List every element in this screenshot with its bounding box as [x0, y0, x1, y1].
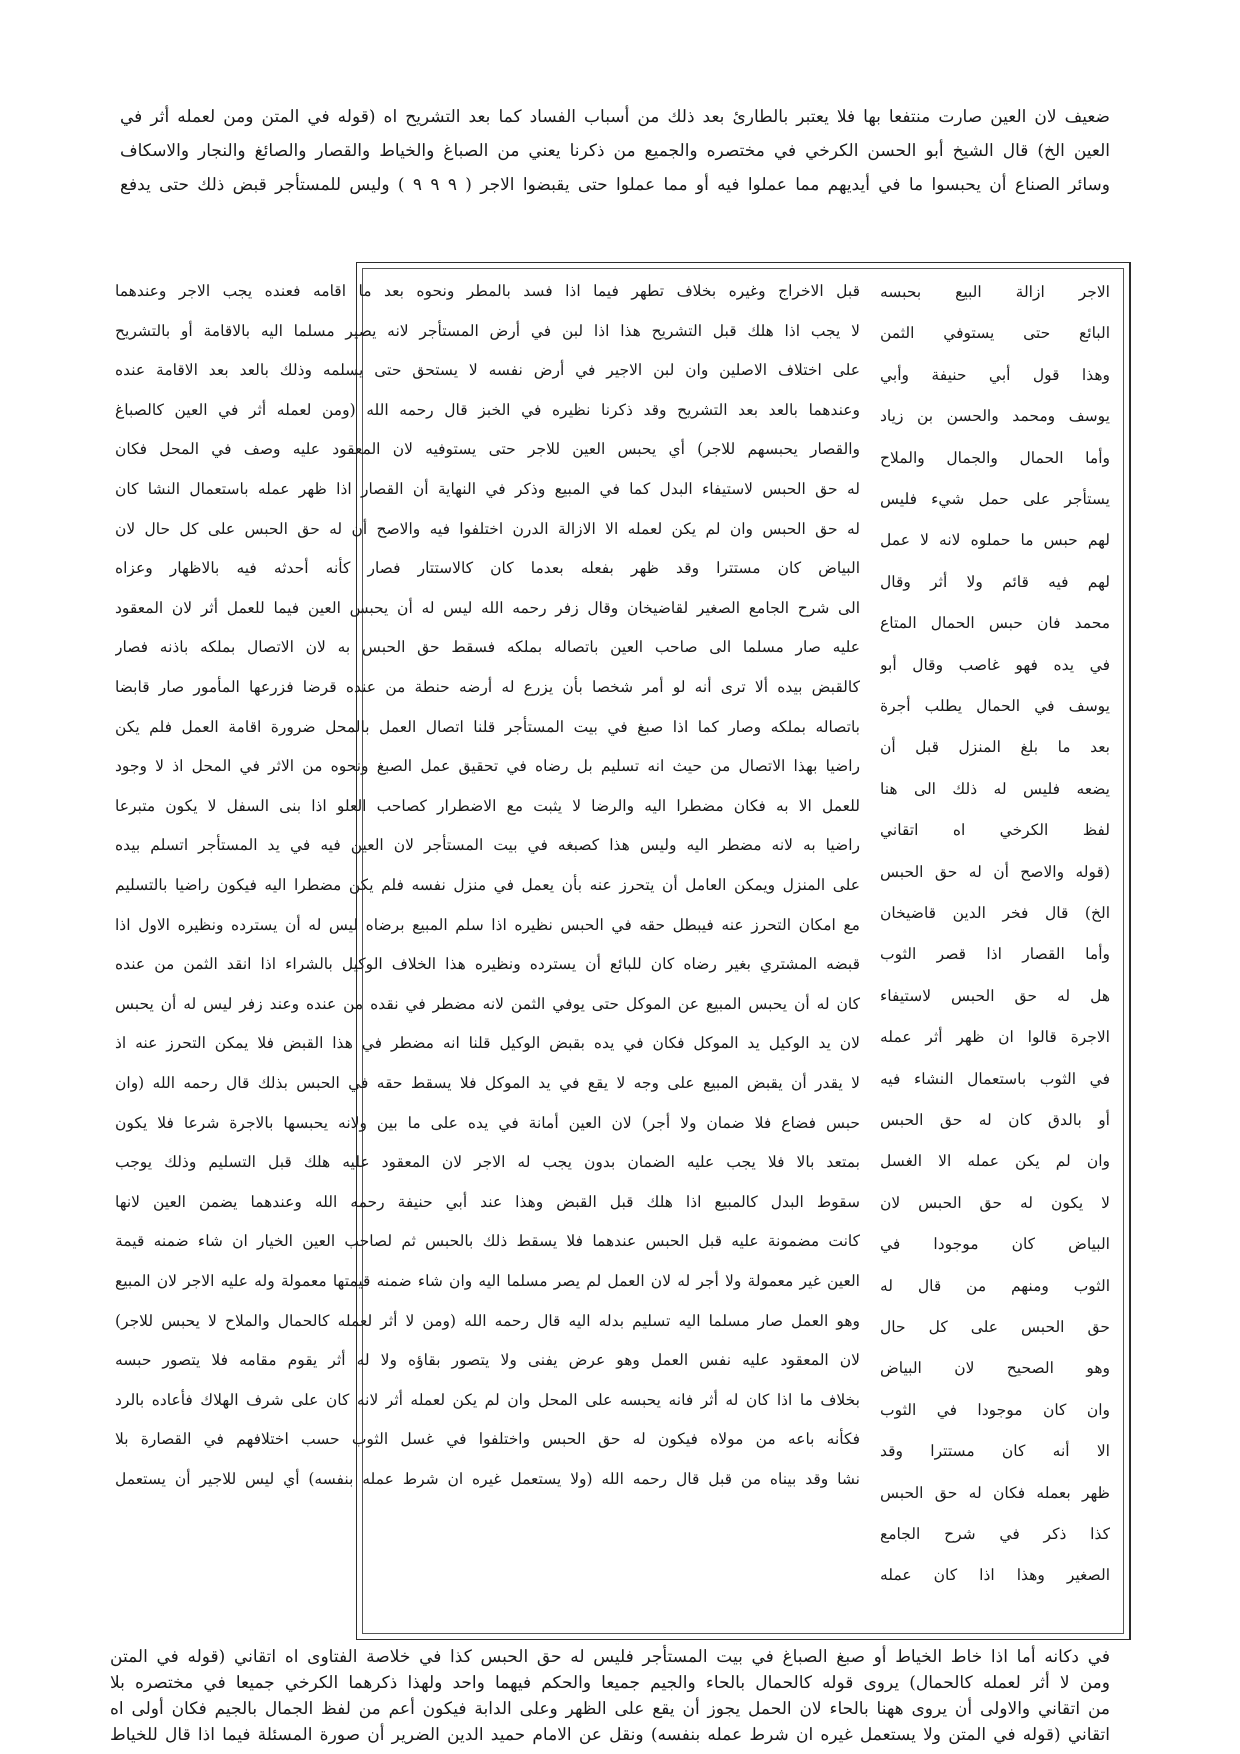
- bottom-commentary-line: من اتقاني والاولى أن يروى ههنا بالحاء لان الحمل يجوز أن يقع على الظهر وعلى الدابة فيكون أعم من لفظ الجمال بالجيم فكان أولى اه: [110, 1699, 1110, 1719]
- margin-commentary-line: الخ) قال فخر الدين قاضيخان: [880, 904, 1110, 922]
- main-text-line: لان المعقود عليه نفس العمل وهو عرض يفنى ولا يتصور بقاؤه ولا له أثر يقوم مقامه فلا يتصور حبسه: [115, 1351, 860, 1370]
- margin-commentary-line: البائع حتى يستوفي الثمن: [880, 324, 1110, 343]
- margin-commentary-line: يوسف ومحمد والحسن بن زياد: [880, 407, 1110, 426]
- margin-commentary-line: هل له حق الحبس لاستيفاء: [880, 986, 1110, 1005]
- main-text-line: والقصار يحبسهم للاجر) أي يحبس العين للاجر حتى يستوفيه لان المعقود عليه وصف في المحل فكان: [115, 440, 860, 459]
- main-text-line: وعندهما بالعد بعد التشريح وقد ذكرنا نظيره في الخبز قال رحمه الله (ومن لعمله أثر في العين كالصباغ: [115, 400, 860, 419]
- main-text-line: البياض كان مستترا وقد ظهر بفعله بعدما كان كالاستتار فصار كأنه أحدثه فيه بالاظهار وعزاه: [115, 559, 860, 578]
- margin-commentary-line: وان لم يكن عمله الا الغسل: [880, 1152, 1110, 1171]
- main-text-line: باتصاله بملكه وصار كما اذا صبغ في بيت المستأجر قلنا اتصال العمل بالمحل ضرورة اقامة العمل فلم يكن: [115, 717, 860, 736]
- main-text-line: فكأنه باعه من مولاه فيكون له حق الحبس واختلفوا في غسل الثوب حسب اختلافهم في القصارة بلا: [115, 1430, 860, 1449]
- main-text-line: وهو العمل صار مسلما اليه تسليم بدله اليه قال رحمه الله (ومن لا أثر لعمله كالحمال والملاح لا يحبس للاجر): [115, 1311, 860, 1330]
- main-text-line: على المنزل ويمكن العامل أن يتحرز عنه بأن يعمل في منزل نفسه فلم يكن مضطرا اليه فيكون راضيا بالتسليم: [115, 876, 860, 894]
- margin-commentary-line: لهم فيه قائم ولا أثر وقال: [880, 572, 1110, 591]
- main-text-line: له حق الحبس وان لم يكن لعمله الا الازالة الدرن اختلفوا فيه والاصح أن له حق الحبس على كل حال لان: [115, 519, 860, 538]
- margin-commentary-line: في الثوب باستعمال النشاء فيه: [880, 1069, 1110, 1088]
- main-text-line: قبضه المشتري بغير رضاه كان للبائع أن يسترده ونظيره هذا الخلاف الوكيل بالشراء اذا انقد الثمن من عنده: [115, 955, 860, 974]
- margin-commentary-line: لهم حبس ما حملوه لانه لا عمل: [880, 531, 1110, 550]
- margin-commentary-line: لا يكون له حق الحبس لان: [880, 1193, 1110, 1212]
- margin-commentary-line: الا أنه كان مستترا وقد: [880, 1442, 1110, 1461]
- main-text-line: قبل الاخراج وغيره بخلاف تطهر فيما اذا فسد بالمطر ونحوه بعد ما اقامه فعنده يجب الاجر وعندهما: [115, 282, 860, 300]
- main-text-line: لا يقدر أن يقبض المبيع على وجه لا يقع في يد الموكل فلا يسقط حقه في الحبس بذلك قال رحمه الله (وان: [115, 1074, 860, 1092]
- margin-commentary-line: الثوب ومنهم من قال له: [880, 1276, 1110, 1295]
- top-commentary-line: العين الخ) قال الشيخ أبو الحسن الكرخي في مختصره والجميع من ذكرنا يعني من الصباغ والخياط والقصار والصائغ والنجار والاسكاف: [120, 141, 1110, 161]
- main-text-line: الى شرح الجامع الصغير لقاضيخان وقال زفر رحمه الله ليس له أن يحبس العين فيما للعمل أثر لان المعقود: [115, 598, 860, 617]
- main-text-line: راضيا به لانه مضطر اليه وليس هذا كصبغه في بيت المستأجر لان العين فيه في يد المستأجر اتسلم بيده: [115, 836, 860, 855]
- margin-commentary-line: وأما الحمال والجمال والملاح: [880, 448, 1110, 467]
- margin-commentary-line: حق الحبس على كل حال: [880, 1318, 1110, 1336]
- main-text-line: له حق الحبس لاستيفاء البدل كما في المبيع وذكر في النهاية أن القصار اذا ظهر عمله باستعمال النشا كان: [115, 480, 860, 498]
- margin-commentary-line: كذا ذكر في شرح الجامع: [880, 1525, 1110, 1543]
- main-text-line: العين غير معمولة ولا أجر له لان العمل لم يصر مسلما اليه وان شاء ضمنه قيمتها معمولة وله عليه الاجر لان المبيع: [115, 1272, 860, 1290]
- top-commentary-line: وسائر الصناع أن يحبسوا ما في أيديهم مما عملوا فيه أو مما عملوا حتى يقبضوا الاجر ( ٩ ٩ ٩ ) وليس للمستأجر قبض ذلك حتى يدفع: [120, 175, 1110, 195]
- margin-commentary-line: يستأجر على حمل شيء فليس: [880, 490, 1110, 508]
- main-text-line: بخلاف ما اذا كان له أثر فانه يحبسه على المحل وان لم يكن لعمله أثر لانه كان على شرف الهلاك فأعاده بالرد: [115, 1390, 860, 1409]
- margin-commentary-line: (قوله والاصح أن له حق الحبس: [880, 862, 1110, 881]
- margin-commentary-line: أو بالدق كان له حق الحبس: [880, 1111, 1110, 1129]
- margin-commentary-line: وان كان موجودا في الثوب: [880, 1400, 1110, 1419]
- main-text-line: لان يد الوكيل يد الموكل فكان في يده بقبض الوكيل قلنا انه مضطر في هذا القبض فلا يمكن التحرز عنه اذ: [115, 1034, 860, 1053]
- margin-commentary-line: في يده فهو غاصب وقال أبو: [880, 655, 1110, 674]
- bottom-commentary-line: ومن لا أثر لعمله كالحمال) يروى قوله كالحمال بالحاء والجيم جميعا والحكم فيهما واحد ولهذا ذكرهما الكرخي جميعا في مختصره بلا: [110, 1673, 1110, 1693]
- margin-commentary-line: الصغير وهذا اذا كان عمله: [880, 1566, 1110, 1585]
- main-text-line: كانت مضمونة عليه قبل الحبس عندهما فلا يسقط ذلك بالحبس ثم لصاحب العين الخيار ان شاء ضمنه قيمة: [115, 1232, 860, 1251]
- main-text-line: عليه صار مسلما الى صاحب العين باتصاله بملكه فسقط حق الحبس به لان الاتصال بملكه باذنه فصار: [115, 638, 860, 657]
- main-text-line: سقوط البدل كالمبيع اذا هلك قبل القبض وهذا عند أبي حنيفة رحمه الله وعندهما يضمن العين لانها: [115, 1192, 860, 1211]
- margin-commentary-line: وأما القصار اذا قصر الثوب: [880, 945, 1110, 964]
- margin-commentary-line: بعد ما بلغ المنزل قبل أن: [880, 738, 1110, 757]
- margin-commentary-line: وهو الصحيح لان البياض: [880, 1359, 1110, 1378]
- main-text-line: كان له أن يحبس المبيع عن الموكل حتى يوفي الثمن لانه مضطر في نقده من عنده وعند زفر ليس له أن يحبس: [115, 994, 860, 1013]
- main-text-line: راضيا بهذا الاتصال من حيث انه تسليم بل رضاه في تحقيق عمل الصبغ ونحوه من الاثر في المحل اذ لا وجود: [115, 757, 860, 776]
- bottom-commentary-line: في دكانه أما اذا خاط الخياط أو صبغ الصباغ في بيت المستأجر فليس له حق الحبس كذا في خلاصة الفتاوى اه اتقاني (قوله في المتن: [110, 1647, 1110, 1667]
- main-text-line: للعمل الا به فكان مضطرا اليه والرضا لا يثبت مع الاضطرار كصاحب العلو اذا بنى السفل لا يكون متبرعا: [115, 796, 860, 815]
- margin-commentary-line: لفظ الكرخي اه اتقاني: [880, 821, 1110, 840]
- main-text-line: على اختلاف الاصلين وان لبن الاجير في أرض نفسه لا يستحق حتى يسلمه وذلك بالعد بعد الاقامة عنده: [115, 361, 860, 380]
- margin-commentary-line: يضعه فليس له ذلك الى هنا: [880, 779, 1110, 798]
- margin-commentary-line: محمد فان حبس الحمال المتاع: [880, 614, 1110, 633]
- margin-commentary-line: الاجر ازالة البيع بحبسه: [880, 283, 1110, 301]
- margin-commentary-line: يوسف في الحمال يطلب أجرة: [880, 697, 1110, 715]
- margin-commentary-line: ظهر بعمله فكان له حق الحبس: [880, 1483, 1110, 1502]
- bottom-commentary-line: اتقاني (قوله في المتن ولا يستعمل غيره ان شرط عمله بنفسه) ونقل عن الامام حميد الدين الضرير أن صورة المسئلة فيما اذا قال للخياط: [110, 1725, 1110, 1745]
- margin-commentary-line: البياض كان موجودا في: [880, 1235, 1110, 1254]
- margin-commentary-line: وهذا قول أبي حنيفة وأبي: [880, 365, 1110, 384]
- main-text-line: بمتعد بالا فلا يجب عليه الضمان بدون يجب له الاجر لان المعقود عليه هلك قبل التسليم وذلك يوجب: [115, 1153, 860, 1172]
- main-text-line: حبس فضاع فلا ضمان ولا أجر) لان العين أمانة في يده على ما بين ولانه يحبسها بالاجرة شرعا فلا يكون: [115, 1113, 860, 1132]
- main-text-line: نشا وقد بيناه من قبل قال رحمه الله (ولا يستعمل غيره ان شرط عمله بنفسه) أي ليس للاجير أن يستعمل: [115, 1470, 860, 1488]
- main-text-line: كالقبض بيده ألا ترى أنه لو أمر شخصا بأن يزرع له أرضه حنطة من عنده قرضا فزرعها المأمور صار قابضا: [115, 678, 860, 696]
- main-text-line: مع امكان التحرز عنه فيبطل حقه في الحبس نظيره اذا سلم المبيع برضاه ليس له أن يسترده ونظيره الاول اذا: [115, 915, 860, 934]
- margin-divider-rule: [1130, 262, 1131, 1640]
- margin-commentary-line: الاجرة قالوا ان ظهر أثر عمله: [880, 1028, 1110, 1047]
- main-text-line: لا يجب اذا هلك قبل التشريح هذا اذا لبن في أرض المستأجر لانه يصير مسلما اليه بالاقامة أو بالتشريح: [115, 321, 860, 340]
- top-commentary-line: ضعيف لان العين صارت منتفعا بها فلا يعتبر بالطارئ بعد ذلك من أسباب الفساد كما بعد التشريح اه (قوله في المتن ومن لعمله أثر في: [120, 107, 1110, 127]
